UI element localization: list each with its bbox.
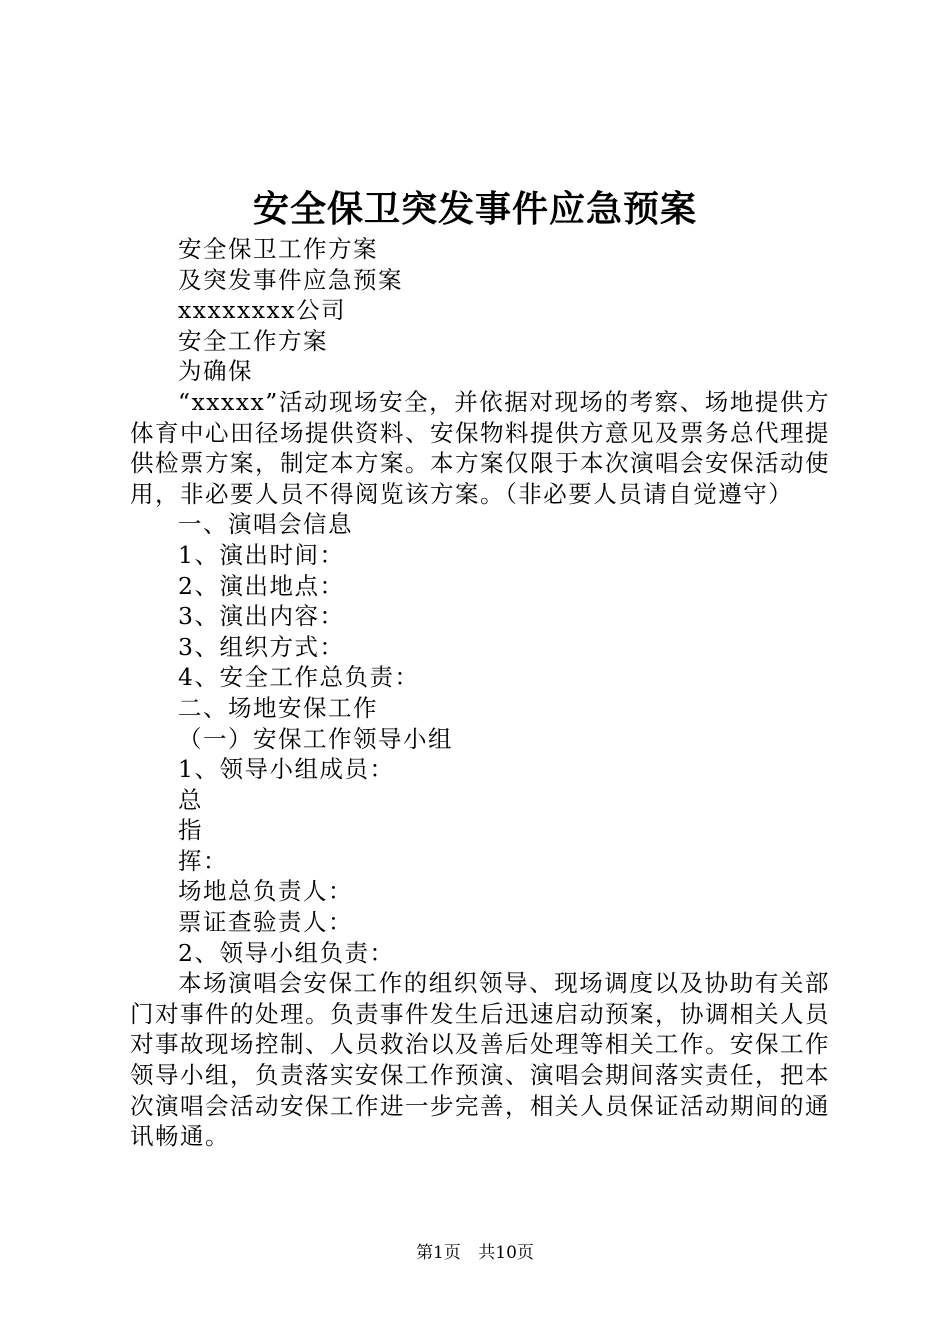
text-line: 挥： [178,846,228,875]
text-line: 1、演出时间： [178,540,345,569]
page-footer [0,1241,950,1265]
text-line: 总 [178,785,203,814]
section-heading: 二、场地安保工作 [178,693,378,722]
paragraph: 本场演唱会安保工作的组织领导、现场调度以及协助有关部门对事件的处理。负责事件发生后迅速启动预案，协调相关人员对事故现场控制、人员救治以及善后处理等相关工作。安保工作领导小组，负责落实安保工作预演、演唱会期间落实责任，把本次演唱会活动安保工作进一步完善，相关人员保证活动期间的通讯畅通。 [130,969,830,1151]
text-line: 1、领导小组成员： [178,755,395,784]
subsection-heading: （一）安保工作领导小组 [178,724,453,753]
text-line: 安全保卫工作方案 [178,235,378,263]
document-body [130,234,830,1152]
text-line: 场地总负责人： [178,877,353,906]
section-heading: 一、演唱会信息 [178,510,353,539]
text-line: 3、组织方式： [178,632,345,661]
text-line: 4、安全工作总负责： [178,663,420,692]
text-line: 2、演出地点： [178,571,345,600]
text-line: 及突发事件应急预案 [178,265,403,294]
page-total: 共10页 [478,1243,534,1263]
page-number: 第1页 [416,1243,461,1263]
text-line: 为确保 [178,357,253,386]
text-line: 指 [178,816,203,845]
document-title: 安全保卫突发事件应急预案 [252,188,697,230]
text-line: 安全工作方案 [178,326,328,355]
paragraph: “xxxxx”活动现场安全，并依据对现场的考察、场地提供方体育中心田径场提供资料、安保物料提供方意见及票务总代理提供检票方案，制定本方案。本方案仅限于本次演唱会安保活动使用，非必要人员不得阅览该方案。（非必要人员请自觉遵守） [130,387,830,508]
text-line: 2、领导小组负责： [178,938,395,967]
text-line: 3、演出内容： [178,602,345,631]
text-line: xxxxxxxx公司 [178,296,347,325]
text-line: 票证查验责人： [178,908,353,937]
